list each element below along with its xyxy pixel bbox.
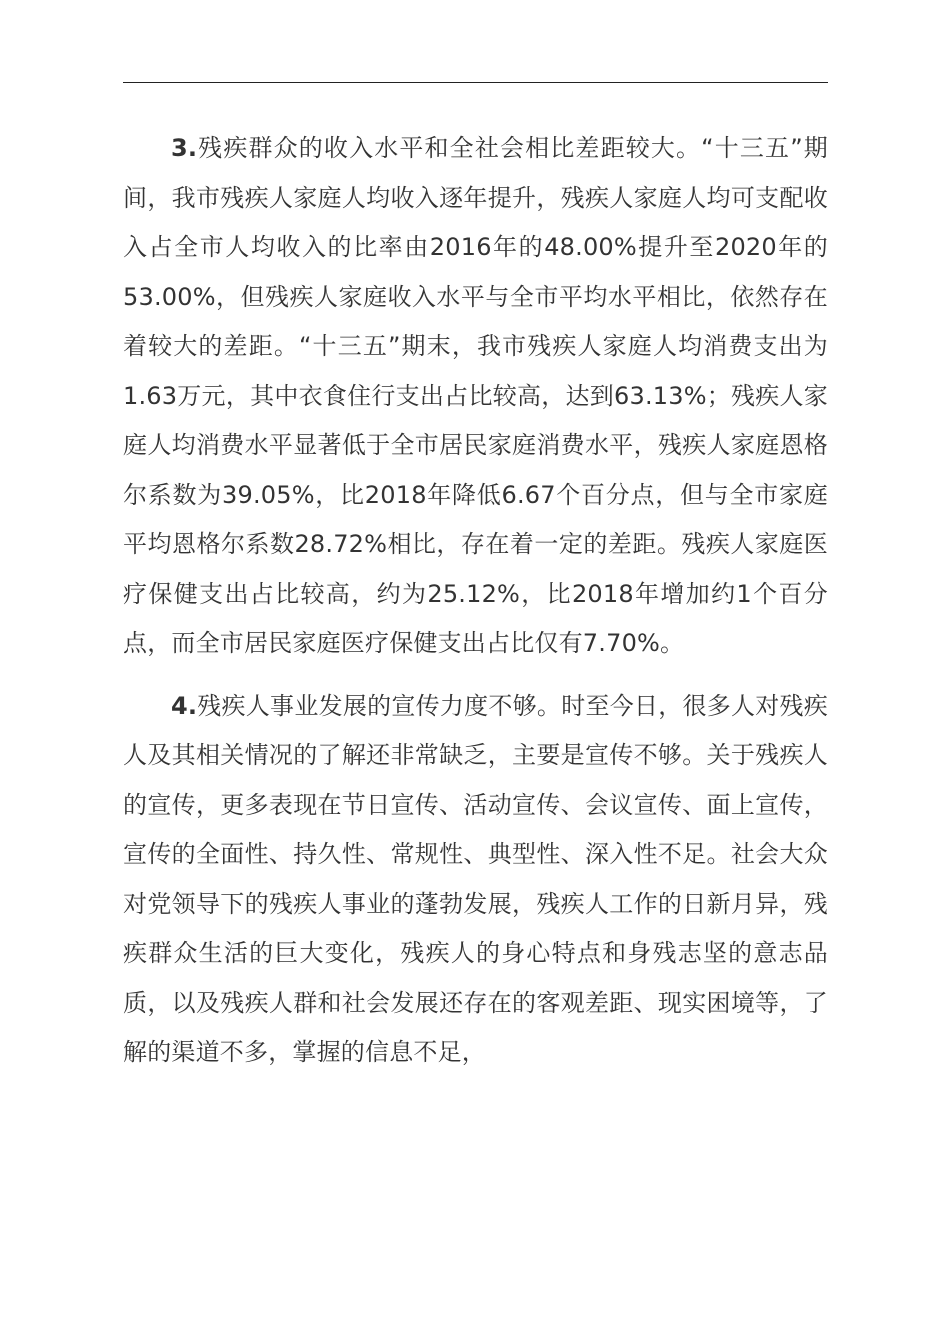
header-rule (123, 82, 828, 83)
paragraph-income-gap (123, 124, 828, 669)
paragraph-number: 3. (171, 134, 198, 162)
paragraph-text: 残疾群众的收入水平和全社会相比差距较大。“十三五”期间，我市残疾人家庭人均收入逐年提升，残疾人家庭人均可支配收入占全市人均收入的比率由2016年的48.00%提升至2020年的53.00%，但残疾人家庭收入水平与全市平均水平相比，依然存在着较大的差距。“十三五”期末，我市残疾人家庭人均消费支出为1.63万元，其中衣食住行支出占比较高，达到63.13%；残疾人家庭人均消费水平显著低于全市居民家庭消费水平，残疾人家庭恩格尔系数为39.05%，比2018年降低6.67个百分点，但与全市家庭平均恩格尔系数28.72%相比，存在着一定的差距。残疾人家庭医疗保健支出占比较高，约为25.12%，比2018年增加约1个百分点，而全市居民家庭医疗保健支出占比仅有7.70%。 (123, 134, 828, 657)
document-body (123, 124, 828, 1078)
paragraph-publicity (123, 682, 828, 1078)
paragraph-text: 残疾人事业发展的宣传力度不够。时至今日，很多人对残疾人及其相关情况的了解还非常缺乏，主要是宣传不够。关于残疾人的宣传，更多表现在节日宣传、活动宣传、会议宣传、面上宣传，宣传的全面性、持久性、常规性、典型性、深入性不足。社会大众对党领导下的残疾人事业的蓬勃发展，残疾人工作的日新月异，残疾群众生活的巨大变化，残疾人的身心特点和身残志坚的意志品质，以及残疾人群和社会发展还存在的客观差距、现实困境等，了解的渠道不多，掌握的信息不足， (123, 691, 828, 1066)
paragraph-number: 4. (171, 691, 198, 720)
